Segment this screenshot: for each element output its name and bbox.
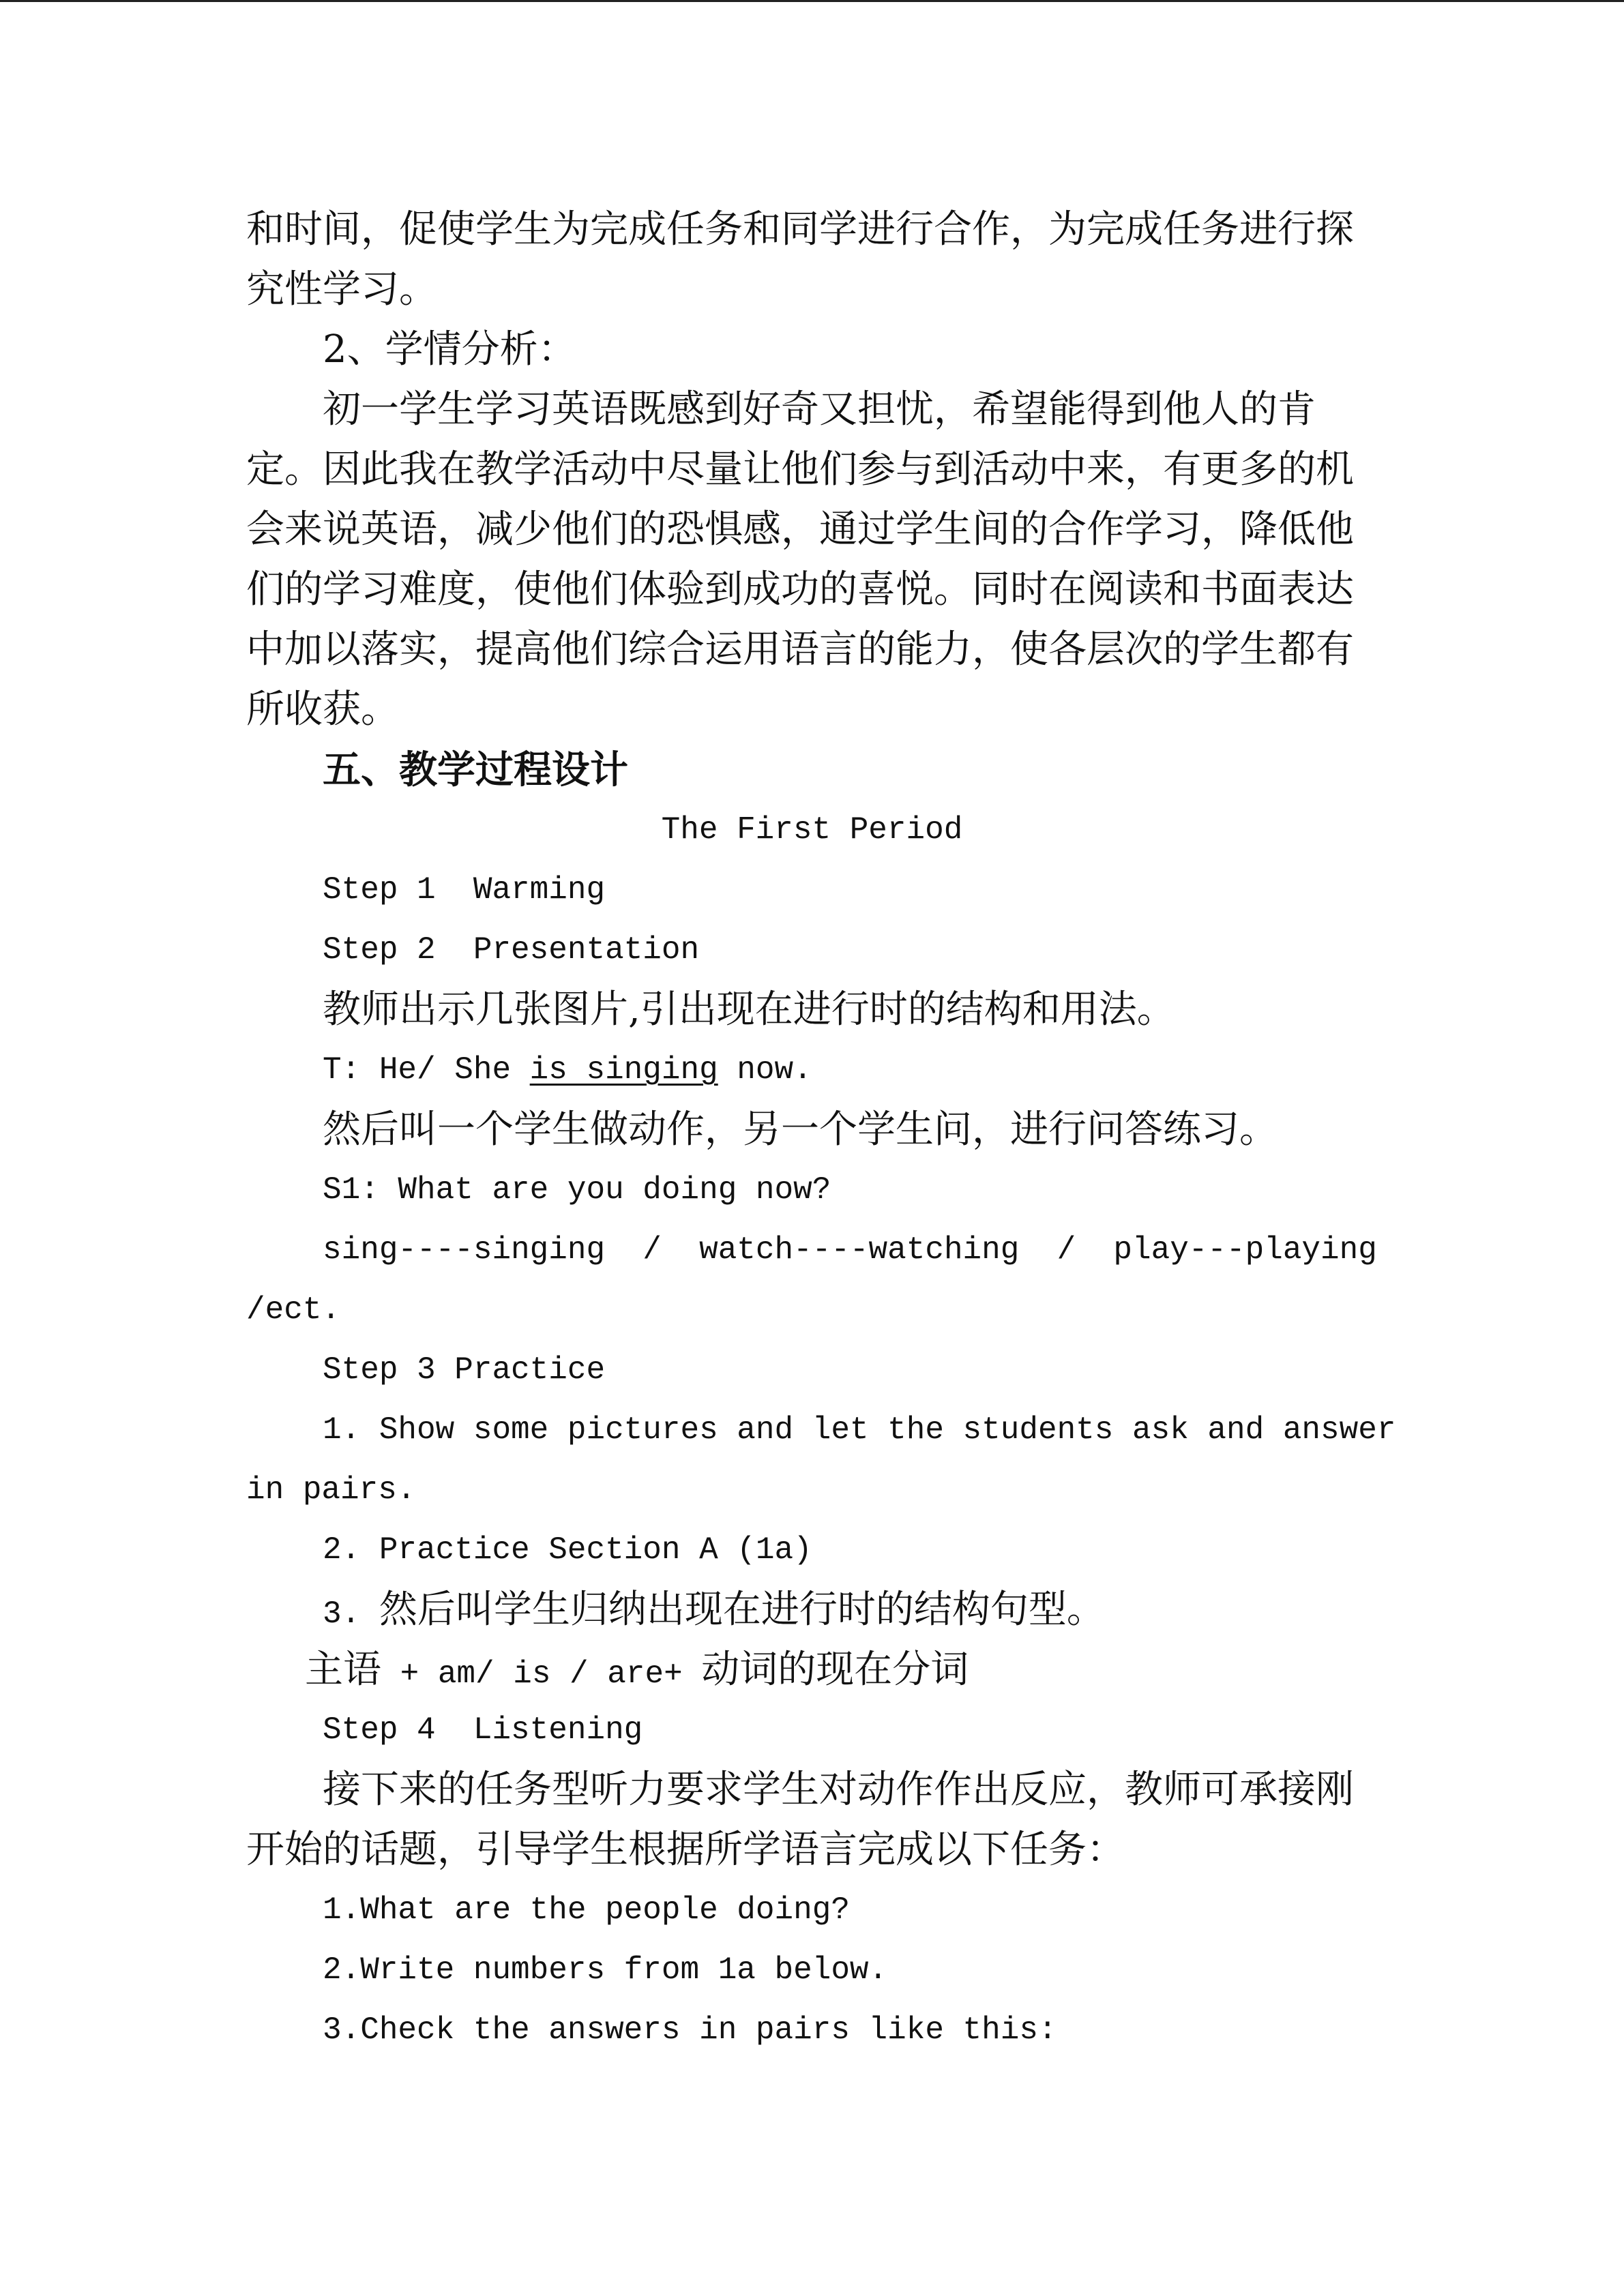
learner-analysis-line-3: 会来说英语，减少他们的恐惧感，通过学生间的合作学习，降低他	[246, 507, 1354, 552]
item3-text: 然后叫学生归纳出现在进行时的结构句型。	[379, 1587, 1105, 1632]
period-title: The First Period	[661, 812, 963, 848]
learner-analysis-line-4: 们的学习难度，使他们体验到成功的喜悦。同时在阅读和书面表达	[246, 567, 1354, 612]
step4-title: Step 4 Listening	[323, 1712, 643, 1748]
formula-be-verb: + am/ is / are+	[381, 1656, 702, 1692]
learner-analysis-line-6: 所收获。	[246, 687, 399, 732]
step4-intro-line-2: 开始的话题，引导学生根据所学语言完成以下任务：	[246, 1828, 1125, 1872]
section-heading: 五、教学过程设计	[323, 747, 628, 792]
step3-item2: 2. Practice Section A (1a)	[323, 1532, 812, 1568]
example-suffix: now.	[718, 1052, 812, 1088]
example-underlined-verb: is singing	[529, 1052, 718, 1088]
step4-intro-line-1: 接下来的任务型听力要求学生对动作作出反应，教师可承接刚	[323, 1768, 1354, 1812]
learner-analysis-heading: 2、学情分析：	[323, 327, 576, 372]
verb-forms-line-1: sing----singing / watch----watching / play---playing	[323, 1232, 1377, 1268]
step3-item1-line-1: 1. Show some pictures and let the students ask and answer	[323, 1412, 1396, 1448]
step2-example-sentence	[246, 1040, 1355, 1100]
step2-instruction: 然后叫一个学生做动作，另一个学生问，进行问答练习。	[323, 1107, 1278, 1152]
formula-subject: 主语	[305, 1648, 381, 1692]
step3-item3	[246, 1580, 1355, 1640]
example-prefix: T: He/ She	[323, 1052, 530, 1088]
learner-analysis-line-5: 中加以落实，提高他们综合运用语言的能力，使各层次的学生都有	[246, 627, 1354, 672]
page-top-border	[0, 0, 1624, 2]
formula-participle: 动词的现在分词	[701, 1648, 969, 1692]
step2-title: Step 2 Presentation	[323, 932, 700, 968]
cooperation-line-1: 和时间，促使学生为完成任务和同学进行合作，为完成任务进行探	[246, 207, 1354, 252]
verb-forms-line-2: /ect.	[246, 1292, 341, 1328]
step2-intro: 教师出示几张图片,引出现在进行时的结构和用法。	[323, 987, 1175, 1032]
step3-title: Step 3 Practice	[323, 1352, 606, 1388]
item3-number: 3.	[323, 1596, 379, 1632]
structure-formula	[246, 1640, 1355, 1700]
step3-item1-line-2: in pairs.	[246, 1472, 416, 1508]
step4-task-1: 1.What are the people doing?	[323, 1892, 850, 1928]
cooperation-line-2: 究性学习。	[246, 267, 437, 312]
learner-analysis-line-1: 初一学生学习英语既感到好奇又担忧，希望能得到他人的肯	[323, 387, 1316, 432]
learner-analysis-line-2: 定。因此我在教学活动中尽量让他们参与到活动中来，有更多的机	[246, 447, 1354, 492]
document-body	[246, 200, 1396, 2060]
step2-question: S1: What are you doing now?	[323, 1172, 831, 1208]
step4-task-2: 2.Write numbers from 1a below.	[323, 1952, 888, 1988]
step1-title: Step 1 Warming	[323, 872, 606, 908]
step4-task-3: 3.Check the answers in pairs like this:	[323, 2012, 1057, 2048]
